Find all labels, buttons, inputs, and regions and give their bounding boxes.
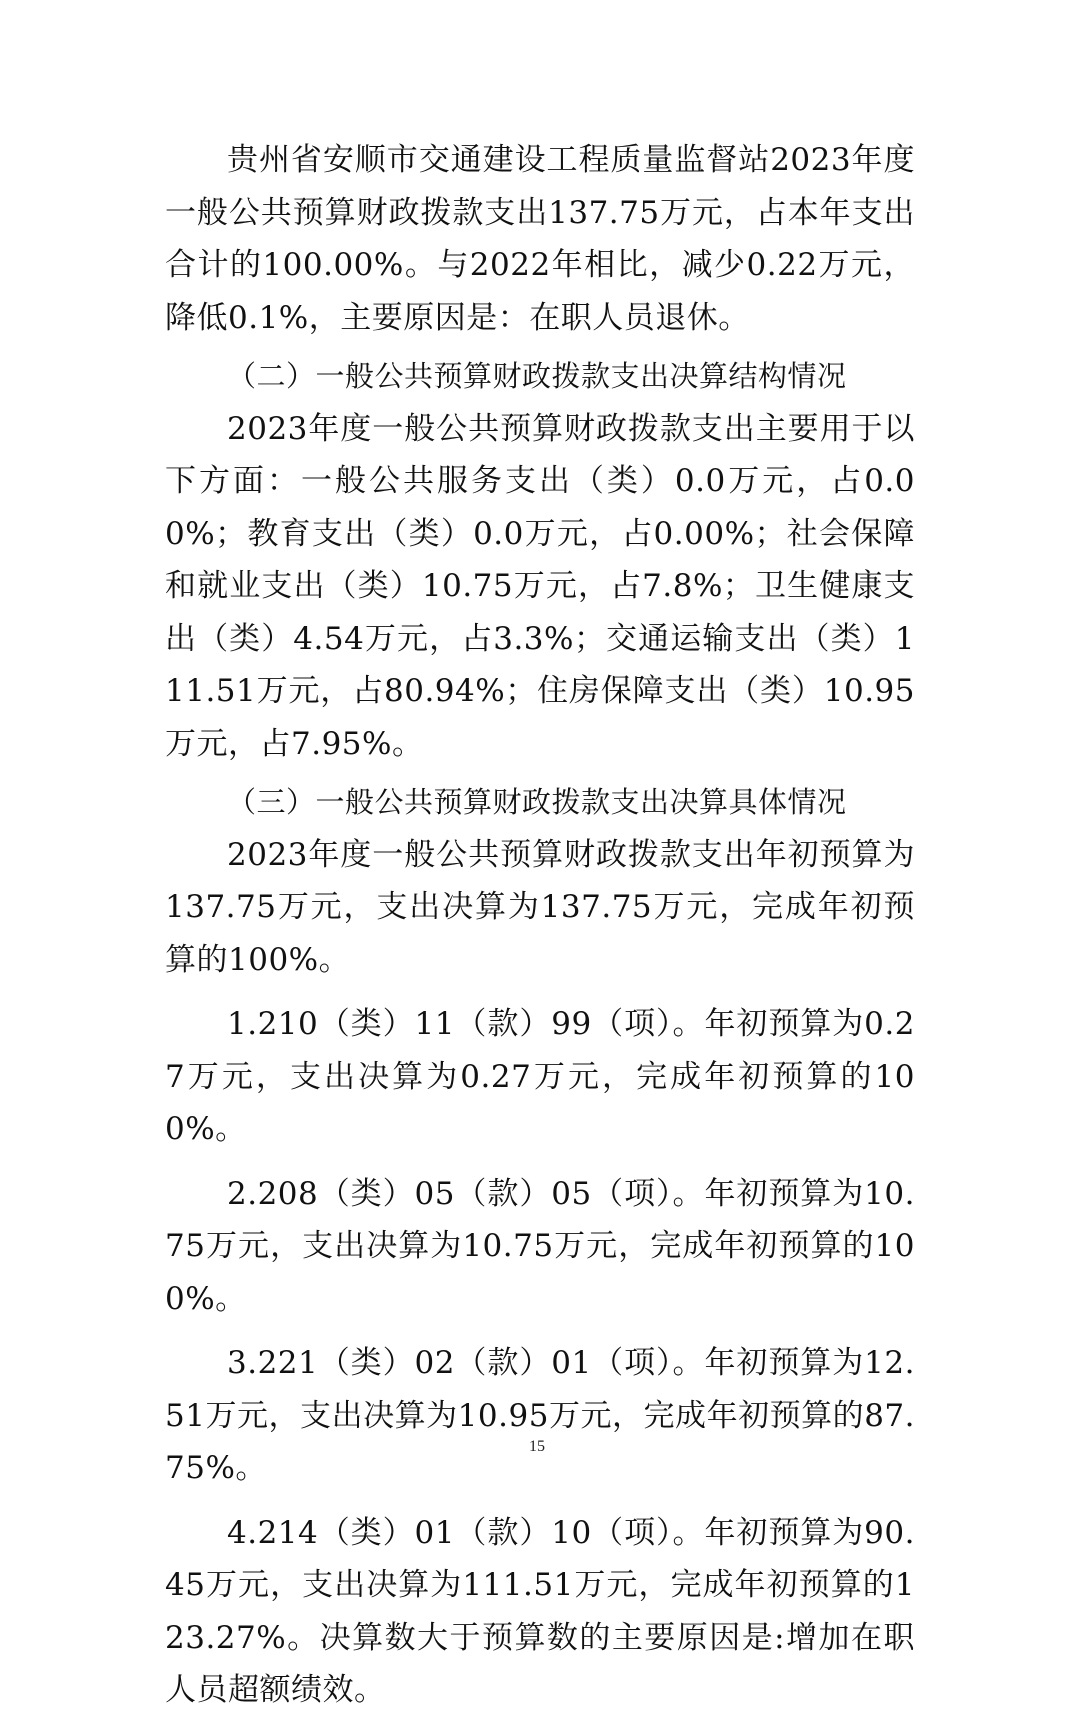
list-item: 3.221（类）02（款）01（项）。年初预算为12.51万元，支出决算为10.95万元，完成年初预算的87.75%。 [165,1345,915,1486]
paragraph-expenditure-details: 2023年度一般公共预算财政拨款支出年初预算为137.75万元，支出决算为137.75万元，完成年初预算的100%。 [165,836,915,978]
list-item: 2.208（类）05（款）05（项）。年初预算为10.75万元，支出决算为10.75万元，完成年初预算的100%。 [165,1175,915,1317]
page-number: 15 [529,1438,545,1455]
document-body [165,134,915,1717]
list-item: 4.214（类）01（款）10（项）。年初预算为90.45万元，支出决算为111.51万元，完成年初预算的123.27%。决算数大于预算数的主要原因是:增加在职人员超额绩效。 [165,1514,915,1708]
section-heading-structure: （二）一般公共预算财政拨款支出决算结构情况 [227,359,847,393]
paragraph-expenditure-overview: 贵州省安顺市交通建设工程质量监督站2023年度一般公共预算财政拨款支出137.75万元，占本年支出合计的100.00%。与2022年相比，减少0.22万元，降低0.1%，主要原因是：在职人员退休。 [165,142,915,336]
list-item: 1.210（类）11（款）99（项）。年初预算为0.27万元，支出决算为0.27万元，完成年初预算的100%。 [165,1006,915,1147]
paragraph-expenditure-structure: 2023年度一般公共预算财政拨款支出主要用于以下方面：一般公共服务支出（类）0.0万元，占0.00%；教育支出（类）0.0万元，占0.00%；社会保障和就业支出（类）10.75万元，占7.8%；卫生健康支出（类）4.54万元，占3.3%；交通运输支出（类）111.51万元，占80.94%；住房保障支出（类）10.95万元，占7.95%。 [165,410,915,762]
section-heading-details: （三）一般公共预算财政拨款支出决算具体情况 [227,785,847,819]
